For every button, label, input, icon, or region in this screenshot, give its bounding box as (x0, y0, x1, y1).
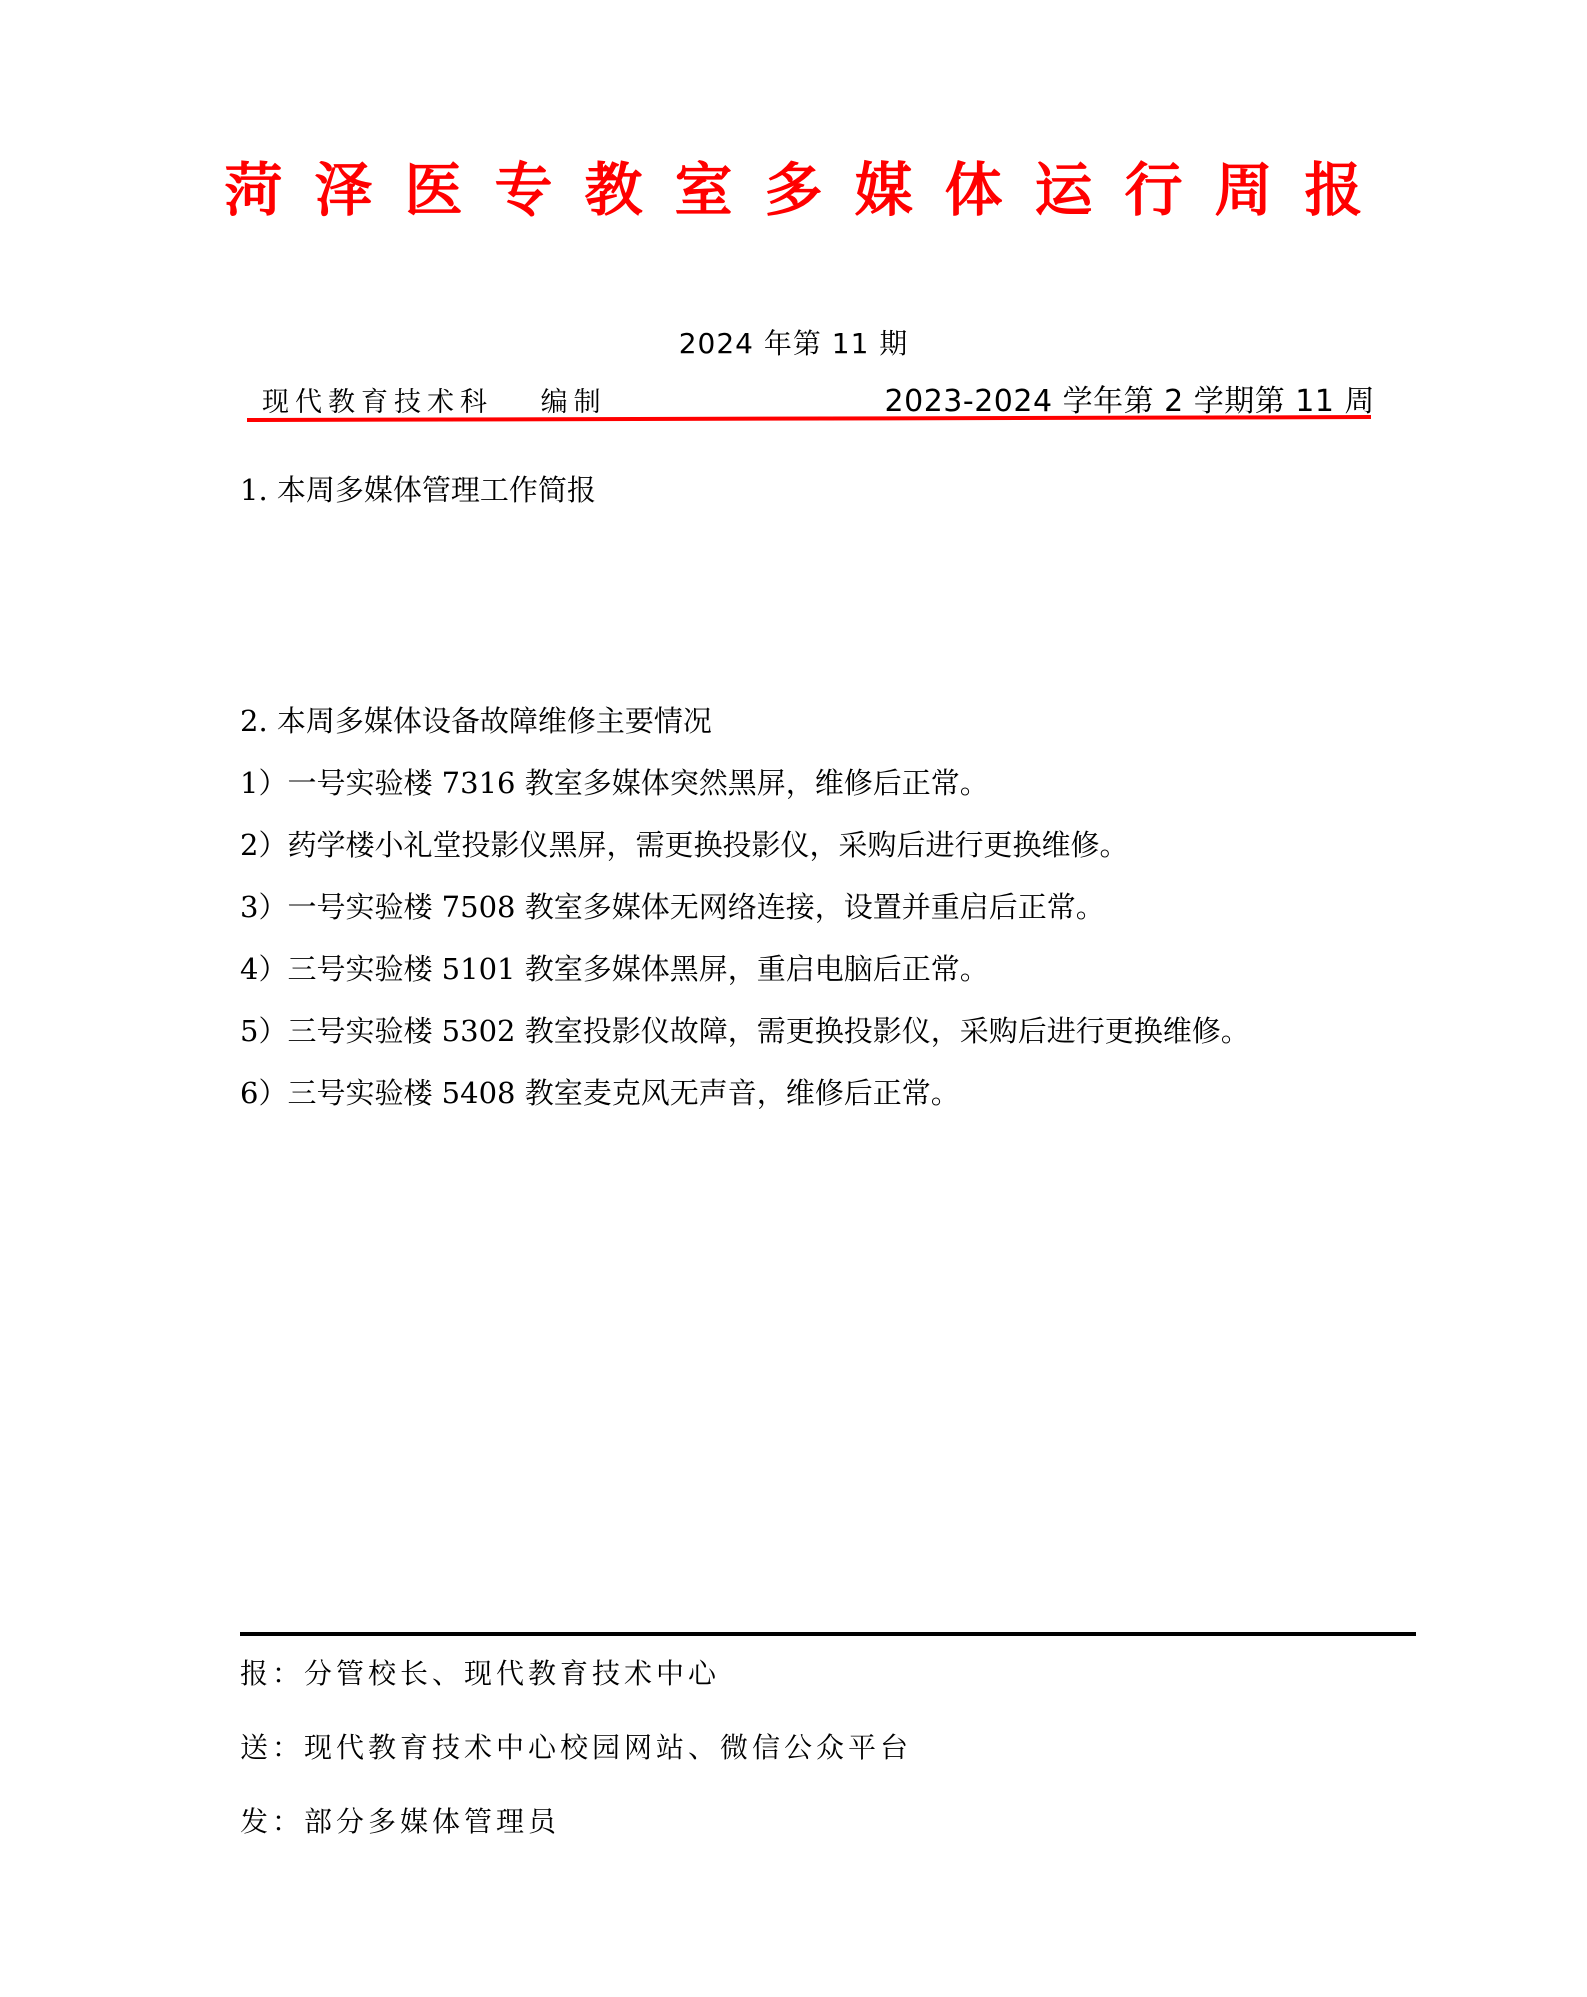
section1-heading: 1. 本周多媒体管理工作简报 (240, 473, 596, 507)
footer-report-to: 报：分管校长、现代教育技术中心 (240, 1657, 721, 1690)
footer-send-to: 送：现代教育技术中心校园网站、微信公众平台 (240, 1731, 913, 1764)
term-week: 2023-2024 学年第 2 学期第 11 周 (884, 384, 1375, 419)
report-title: 菏泽医专教室多媒体运行周报 (224, 156, 1395, 224)
footer-black-rule (240, 1632, 1416, 1636)
list-item: 1）一号实验楼 7316 教室多媒体突然黑屏，维修后正常。 (240, 766, 989, 800)
department-editor: 现代教育技术科 编制 (262, 387, 607, 418)
list-item: 3）一号实验楼 7508 教室多媒体无网络连接，设置并重启后正常。 (240, 890, 1105, 924)
list-item: 2）药学楼小礼堂投影仪黑屏，需更换投影仪，采购后进行更换维修。 (240, 828, 1129, 862)
list-item: 4）三号实验楼 5101 教室多媒体黑屏，重启电脑后正常。 (240, 952, 989, 986)
issue-number: 2024 年第 11 期 (678, 327, 909, 360)
footer-distribute-to: 发：部分多媒体管理员 (240, 1805, 561, 1838)
list-item: 5）三号实验楼 5302 教室投影仪故障，需更换投影仪，采购后进行更换维修。 (240, 1014, 1250, 1048)
list-item: 6）三号实验楼 5408 教室麦克风无声音，维修后正常。 (240, 1076, 960, 1110)
section2-heading: 2. 本周多媒体设备故障维修主要情况 (240, 704, 712, 738)
